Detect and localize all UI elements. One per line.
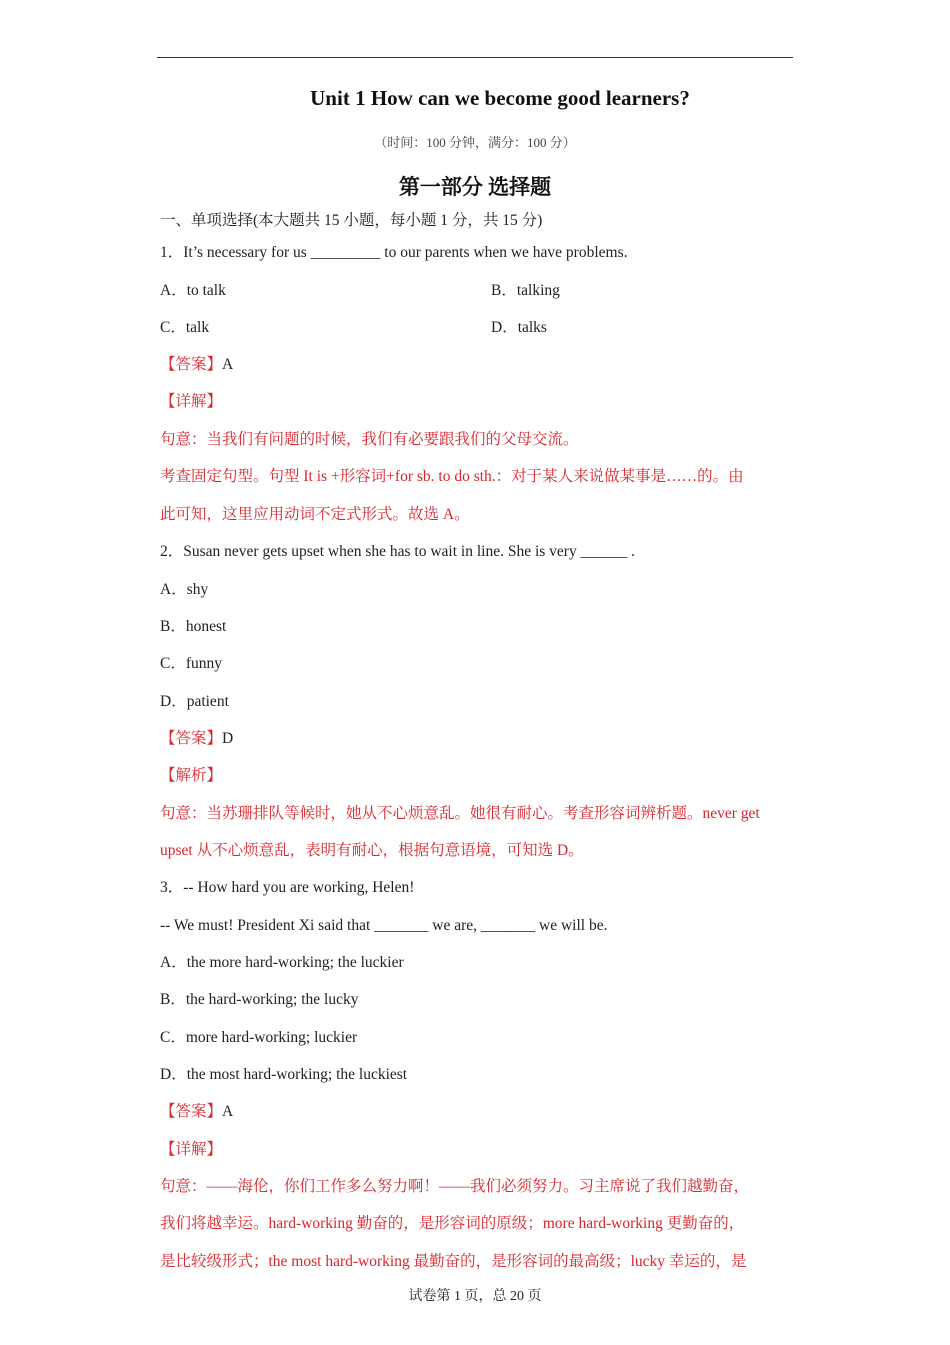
q3-explanation-3: 是比较级形式；the most hard-working 最勤奋的，是形容词的最高级；lucky 幸运的，是 <box>160 1253 747 1270</box>
q3-answer-value: A <box>222 1103 234 1120</box>
q1-answer-label: 【答案】 <box>160 356 223 373</box>
page-footer: 试卷第 1 页，总 20 页 <box>408 1289 542 1304</box>
q3-detail-label: 【详解】 <box>160 1141 223 1158</box>
q2-option-d: D．patient <box>160 693 229 710</box>
q2-answer-value: D <box>222 730 234 747</box>
q2-detail-label: 【解析】 <box>160 767 223 784</box>
q3-answer-label: 【答案】 <box>160 1103 223 1120</box>
q3-option-b: B．the hard-working; the lucky <box>160 991 359 1008</box>
q2-answer-label: 【答案】 <box>160 730 223 747</box>
q2-answer <box>160 729 233 749</box>
q1-option-a: A．to talk <box>160 282 226 299</box>
q1-option-c: C．talk <box>160 319 210 336</box>
q3-stem-reply: -- We must! President Xi said that _______ we are, _______ we will be. <box>160 917 608 934</box>
q1-detail-label: 【详解】 <box>160 393 223 410</box>
q1-stem: 1．It’s necessary for us _________ to our parents when we have problems. <box>160 244 628 261</box>
q1-answer <box>160 355 233 375</box>
q2-option-c: C．funny <box>160 655 223 672</box>
q3-answer <box>160 1102 233 1122</box>
q1-explanation-2: 考查固定句型。句型 It is +形容词+for sb. to do sth.：对于某人来说做某事是……的。由 <box>160 468 744 485</box>
q3-explanation-1: 句意：——海伦，你们工作多么努力啊！——我们必须努力。习主席说了我们越勤奋， <box>160 1178 750 1195</box>
q3-stem: 3．-- How hard you are working, Helen! <box>160 879 415 896</box>
q1-explanation-3: 此可知，这里应用动词不定式形式。故选 A。 <box>160 506 470 523</box>
q1-option-d: D．talks <box>491 319 547 336</box>
q2-option-a: A．shy <box>160 581 209 598</box>
q2-option-b: B．honest <box>160 618 227 635</box>
q3-option-c: C．more hard-working; luckier <box>160 1029 358 1046</box>
section-heading: 一、单项选择(本大题共 15 小题，每小题 1 分，共 15 分) <box>160 212 543 229</box>
page-title: Unit 1 How can we become good learners? <box>310 86 690 110</box>
q1-explanation-1: 句意：当我们有问题的时候，我们有必要跟我们的父母交流。 <box>160 431 579 448</box>
top-rule <box>157 57 793 58</box>
q3-option-a: A．the more hard-working; the luckier <box>160 954 404 971</box>
q2-explanation-1: 句意：当苏珊排队等候时，她从不心烦意乱。她很有耐心。考查形容词辨析题。never get <box>160 805 760 822</box>
q1-option-b: B．talking <box>491 282 560 299</box>
part-title: 第一部分 选择题 <box>398 175 552 199</box>
exam-info: （时间：100 分钟，满分：100 分） <box>374 135 576 150</box>
q2-stem: 2．Susan never gets upset when she has to wait in line. She is very ______ . <box>160 543 635 560</box>
q2-explanation-2: upset 从不心烦意乱，表明有耐心，根据句意语境，可知选 D。 <box>160 842 584 859</box>
q3-explanation-2: 我们将越幸运。hard-working 勤奋的，是形容词的原级；more hard-working 更勤奋的， <box>160 1215 745 1232</box>
q1-answer-value: A <box>222 356 234 373</box>
q3-option-d: D．the most hard-working; the luckiest <box>160 1066 408 1083</box>
